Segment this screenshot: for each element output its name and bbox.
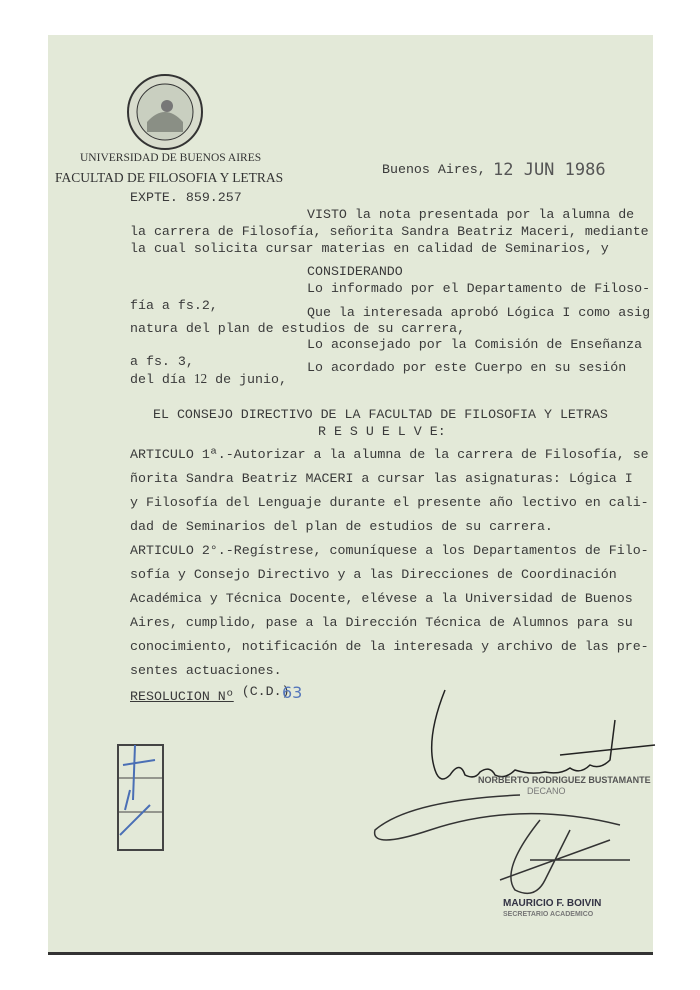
considerando-4b [130,371,287,387]
university-seal-icon [125,72,205,152]
considerando-2b: natura del plan de estudios de su carrera, [130,321,466,336]
day-prefix: del día [130,372,186,387]
day-suffix: de junio, [215,372,287,387]
article-line: sofía y Consejo Directivo y a las Direcciones de Coordinación [130,567,617,582]
resolucion-text: RESOLUCION Nº [130,689,234,704]
considerando-1a: Lo informado por el Departamento de Filoso- [307,281,651,296]
considerando-3b: a fs. 3, [130,354,194,369]
article-line: y Filosofía del Lenguaje durante el presente año lectivo en cali- [130,495,649,510]
considerando-3a: Lo aconsejado por la Comisión de Enseñanza [307,337,643,352]
resolucion-number: 63 [282,683,303,702]
resolucion-label [130,684,290,704]
consejo-heading: EL CONSEJO DIRECTIVO DE LA FACULTAD DE FILOSOFIA Y LETRAS [153,407,608,422]
article-line: dad de Seminarios del plan de estudios de su carrera. [130,519,553,534]
considerando-4a: Lo acordado por este Cuerpo en su sesión [307,360,627,375]
resolucion-cd: (C.D.) [241,684,290,699]
day-handwritten: 12 [193,371,208,386]
visto-line-3: la cual solicita cursar materias en calidad de Seminarios, y [130,241,609,256]
visto-line-2: la carrera de Filosofía, señorita Sandra Beatriz Maceri, mediante [130,224,649,239]
place-label: Buenos Aires, [382,162,486,177]
article-line: sentes actuaciones. [130,663,282,678]
initials-box [115,740,170,855]
secretary-name: MAURICIO F. BOIVIN [503,898,602,909]
considerando-2a: Que la interesada aprobó Lógica I como asig [307,305,651,320]
considerando-1b: fía a fs.2, [130,298,218,313]
faculty-name: FACULTAD DE FILOSOFIA Y LETRAS [55,170,284,185]
dean-title: DECANO [527,786,566,796]
article-line: Académica y Técnica Docente, elévese a la Universidad de Buenos [130,591,633,606]
dean-name: NORBERTO RODRIGUEZ BUSTAMANTE [478,775,651,785]
article-line: Aires, cumplido, pase a la Dirección Técnica de Alumnos para su [130,615,633,630]
resuelve-heading: R E S U E L V E: [318,424,446,439]
article-line: ARTICULO 2°.-Regístrese, comuníquese a los Departamentos de Filo- [130,543,649,558]
article-line: conocimiento, notificación de la interesada y archivo de las pre- [130,639,649,654]
article-line: ñorita Sandra Beatriz MACERI a cursar las asignaturas: Lógica I [130,471,633,486]
date-stamp: 12 JUN 1986 [493,160,606,180]
considerando-heading: CONSIDERANDO [307,264,403,279]
expediente-number: EXPTE. 859.257 [130,190,242,205]
university-name: UNIVERSIDAD DE BUENOS AIRES [80,152,262,164]
secretary-title: SECRETARIO ACADEMICO [503,911,594,918]
dean-signature [370,680,660,920]
visto-line-1: VISTO la nota presentada por la alumna de [307,207,635,222]
article-line: ARTICULO 1ª.-Autorizar a la alumna de la carrera de Filosofía, se [130,447,649,462]
